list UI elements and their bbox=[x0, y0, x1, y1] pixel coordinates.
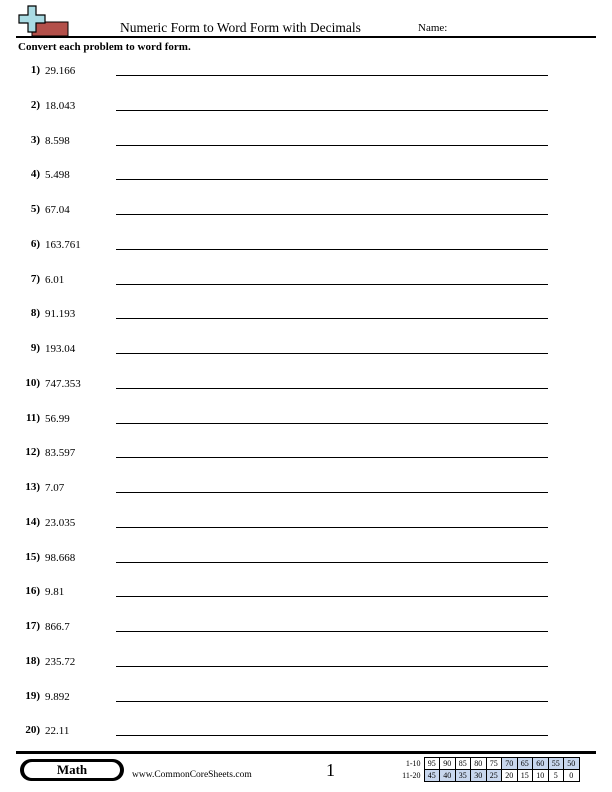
problem-value: 9.892 bbox=[45, 690, 70, 703]
problem-row bbox=[0, 412, 612, 442]
score-cell: 60 bbox=[533, 758, 549, 770]
problem-value: 747.353 bbox=[45, 377, 81, 390]
problem-row bbox=[0, 446, 612, 476]
problem-row bbox=[0, 724, 612, 754]
problem-row bbox=[0, 481, 612, 511]
problem-number: 1) bbox=[30, 64, 40, 76]
problem-row bbox=[0, 655, 612, 685]
footer-divider bbox=[16, 751, 596, 754]
score-cell: 80 bbox=[471, 758, 487, 770]
worksheet-title: Numeric Form to Word Form with Decimals bbox=[120, 20, 361, 35]
problem-row bbox=[0, 585, 612, 615]
problem-number: 7) bbox=[30, 272, 40, 285]
answer-line[interactable] bbox=[116, 179, 548, 180]
problem-number: 10) bbox=[25, 376, 40, 389]
answer-line[interactable] bbox=[116, 110, 548, 111]
problem-number: 3) bbox=[30, 133, 40, 146]
score-cell: 65 bbox=[517, 758, 533, 770]
answer-line[interactable] bbox=[116, 492, 548, 493]
problem-value: 23.035 bbox=[45, 516, 76, 529]
answer-line[interactable] bbox=[116, 527, 548, 528]
problem-value: 866.7 bbox=[45, 621, 70, 633]
page-number: 1 bbox=[326, 760, 335, 780]
score-row bbox=[394, 770, 579, 782]
score-cell: 45 bbox=[424, 770, 440, 782]
score-cell: 10 bbox=[533, 770, 549, 782]
score-cell: 50 bbox=[564, 758, 580, 770]
score-cell: 40 bbox=[440, 770, 456, 782]
problem-value: 29.166 bbox=[45, 65, 76, 77]
problem-row bbox=[0, 99, 612, 129]
problem-value: 18.043 bbox=[45, 99, 76, 112]
score-range: 11-20 bbox=[402, 771, 421, 780]
problem-number: 8) bbox=[30, 307, 40, 320]
score-cell: 30 bbox=[471, 770, 487, 782]
score-cell: 15 bbox=[517, 770, 533, 782]
problem-value: 83.597 bbox=[45, 447, 76, 460]
problem-value: 56.99 bbox=[45, 412, 70, 425]
problem-row bbox=[0, 64, 612, 94]
score-range: 1-10 bbox=[405, 759, 421, 768]
problem-row bbox=[0, 342, 612, 372]
answer-line[interactable] bbox=[116, 631, 548, 632]
score-cell: 25 bbox=[486, 770, 502, 782]
name-label: Name: bbox=[418, 22, 448, 34]
problem-value: 9.81 bbox=[45, 586, 65, 599]
problem-row bbox=[0, 203, 612, 233]
score-cell: 0 bbox=[564, 770, 580, 782]
score-row bbox=[394, 758, 579, 770]
answer-line[interactable] bbox=[116, 75, 548, 76]
answer-line[interactable] bbox=[116, 596, 548, 597]
problem-row bbox=[0, 238, 612, 268]
problem-value: 22.11 bbox=[45, 725, 70, 738]
answer-line[interactable] bbox=[116, 284, 548, 285]
instructions: Convert each problem to word form. bbox=[18, 41, 191, 53]
problem-row bbox=[0, 168, 612, 198]
score-cell: 85 bbox=[455, 758, 471, 770]
score-cell: 90 bbox=[440, 758, 456, 770]
problem-row bbox=[0, 307, 612, 337]
problem-number: 4) bbox=[30, 168, 40, 181]
subject-label: Math bbox=[24, 762, 120, 778]
problem-number: 20) bbox=[25, 724, 40, 737]
problem-number: 14) bbox=[25, 515, 40, 528]
problem-number: 11) bbox=[25, 411, 40, 424]
answer-line[interactable] bbox=[116, 735, 548, 736]
subject-badge bbox=[20, 759, 124, 781]
answer-line[interactable] bbox=[116, 457, 548, 458]
problem-value: 6.01 bbox=[45, 273, 65, 286]
score-cell: 95 bbox=[424, 758, 440, 770]
problem-value: 5.498 bbox=[45, 169, 70, 182]
score-cell: 55 bbox=[548, 758, 564, 770]
problem-number: 17) bbox=[25, 620, 40, 632]
answer-line[interactable] bbox=[116, 701, 548, 702]
problem-number: 19) bbox=[25, 689, 40, 702]
problem-number: 6) bbox=[30, 237, 40, 250]
answer-line[interactable] bbox=[116, 423, 548, 424]
problem-value: 98.668 bbox=[45, 551, 76, 564]
problem-number: 15) bbox=[25, 550, 40, 563]
answer-line[interactable] bbox=[116, 666, 548, 667]
problem-row bbox=[0, 273, 612, 303]
problem-value: 7.07 bbox=[45, 482, 65, 494]
answer-line[interactable] bbox=[116, 388, 548, 389]
problem-number: 2) bbox=[30, 98, 40, 111]
problem-value: 91.193 bbox=[45, 308, 76, 321]
website-link[interactable]: www.CommonCoreSheets.com bbox=[132, 770, 252, 780]
problem-value: 8.598 bbox=[45, 134, 70, 147]
score-cell: 20 bbox=[502, 770, 518, 782]
answer-line[interactable] bbox=[116, 318, 548, 319]
problem-number: 16) bbox=[25, 585, 40, 598]
problem-value: 67.04 bbox=[45, 204, 70, 216]
problem-row bbox=[0, 690, 612, 720]
score-cell: 70 bbox=[502, 758, 518, 770]
answer-line[interactable] bbox=[116, 214, 548, 215]
score-cell: 35 bbox=[455, 770, 471, 782]
score-table bbox=[394, 757, 580, 782]
answer-line[interactable] bbox=[116, 353, 548, 354]
answer-line[interactable] bbox=[116, 562, 548, 563]
problem-number: 5) bbox=[30, 203, 40, 215]
problem-row bbox=[0, 551, 612, 581]
problem-value: 163.761 bbox=[45, 238, 81, 251]
problem-number: 9) bbox=[30, 342, 40, 354]
problem-number: 18) bbox=[25, 654, 40, 667]
score-cell: 5 bbox=[548, 770, 564, 782]
answer-line[interactable] bbox=[116, 249, 548, 250]
problem-row bbox=[0, 516, 612, 546]
problem-value: 235.72 bbox=[45, 655, 76, 668]
answer-line[interactable] bbox=[116, 145, 548, 146]
problem-row bbox=[0, 134, 612, 164]
problem-row bbox=[0, 377, 612, 407]
problem-number: 13) bbox=[25, 481, 40, 493]
problem-row bbox=[0, 620, 612, 650]
problem-number: 12) bbox=[25, 446, 40, 459]
problem-value: 193.04 bbox=[45, 343, 76, 355]
score-cell: 75 bbox=[486, 758, 502, 770]
